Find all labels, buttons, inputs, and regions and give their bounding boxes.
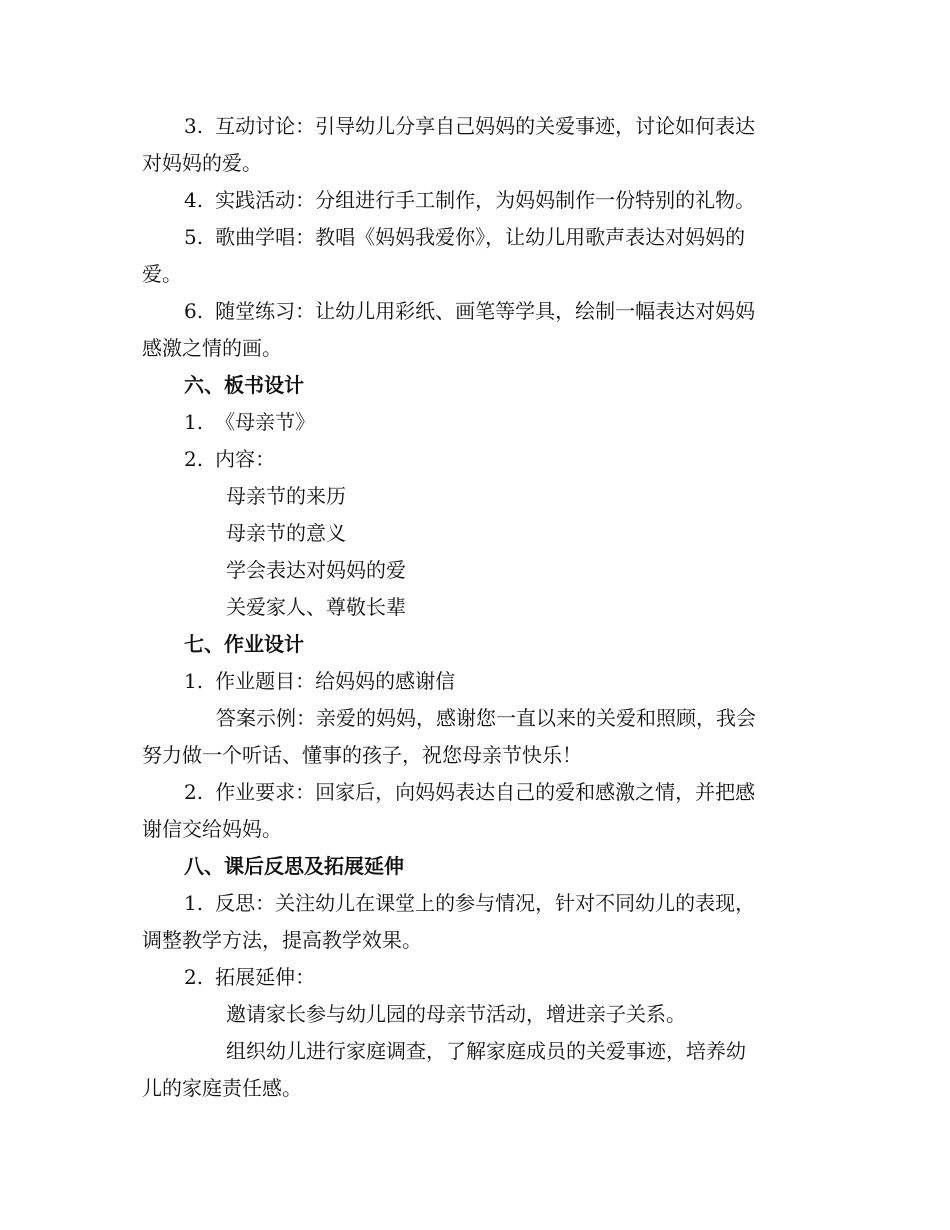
section-heading: 八、课后反思及拓展延伸 — [184, 854, 404, 878]
document-page — [142, 108, 810, 1107]
item-text: 拓展延伸： — [215, 965, 316, 989]
item-text: 反思：关注幼儿在课堂上的参与情况，针对不同幼儿的表现， — [215, 891, 756, 915]
continuation-line: 感激之情的画。 — [142, 336, 282, 360]
list-item — [142, 663, 810, 700]
item-text: 歌曲学唱：教唱《妈妈我爱你》，让幼儿用歌声表达对妈妈的 — [215, 225, 746, 249]
item-text: 随堂练习：让幼儿用彩纸、画笔等学具，绘制一幅表达对妈妈 — [215, 299, 756, 323]
list-item — [142, 293, 810, 330]
sub-item: 母亲节的来历 — [226, 484, 346, 508]
item-number: 2. — [184, 965, 204, 989]
item-number: 3. — [184, 114, 204, 138]
item-text: 内容： — [215, 447, 276, 471]
item-number: 6. — [184, 299, 204, 323]
continuation-line: 调整教学方法，提高教学效果。 — [142, 928, 422, 952]
continuation-line: 对妈妈的爱。 — [142, 151, 262, 175]
sub-item: 邀请家长参与幼儿园的母亲节活动，增进亲子关系。 — [226, 1002, 686, 1026]
sub-item: 组织幼儿进行家庭调查，了解家庭成员的关爱事迹，培养幼 — [226, 1039, 746, 1063]
item-number: 1. — [184, 410, 204, 434]
list-item — [142, 182, 810, 219]
item-number: 2. — [184, 447, 204, 471]
list-item — [142, 404, 810, 441]
continuation-line: 儿的家庭责任感。 — [142, 1076, 302, 1100]
section-heading: 七、作业设计 — [184, 632, 304, 656]
list-item — [142, 441, 810, 478]
item-number: 1. — [184, 669, 204, 693]
item-number: 4. — [184, 188, 204, 212]
sub-item: 关爱家人、尊敬长辈 — [226, 595, 406, 619]
continuation-line: 爱。 — [142, 262, 182, 286]
item-text: 实践活动：分组进行手工制作，为妈妈制作一份特别的礼物。 — [215, 188, 756, 212]
item-text: 作业题目：给妈妈的感谢信 — [215, 669, 456, 693]
sub-item: 学会表达对妈妈的爱 — [226, 558, 406, 582]
continuation-line: 努力做一个听话、懂事的孩子，祝您母亲节快乐！ — [142, 743, 582, 767]
continuation-line: 谢信交给妈妈。 — [142, 817, 282, 841]
list-item — [142, 885, 810, 922]
item-text: 互动讨论：引导幼儿分享自己妈妈的关爱事迹，讨论如何表达 — [215, 114, 756, 138]
list-item — [142, 219, 810, 256]
list-item — [142, 959, 810, 996]
list-item — [142, 108, 810, 145]
item-text: 《母亲节》 — [215, 410, 316, 434]
item-number: 5. — [184, 225, 204, 249]
item-text: 作业要求：回家后，向妈妈表达自己的爱和感激之情，并把感 — [215, 780, 756, 804]
sub-item: 母亲节的意义 — [226, 521, 346, 545]
answer-example: 答案示例：亲爱的妈妈，感谢您一直以来的关爱和照顾，我会 — [216, 706, 756, 730]
list-item — [142, 774, 810, 811]
section-heading: 六、板书设计 — [184, 373, 304, 397]
item-number: 1. — [184, 891, 204, 915]
item-number: 2. — [184, 780, 204, 804]
